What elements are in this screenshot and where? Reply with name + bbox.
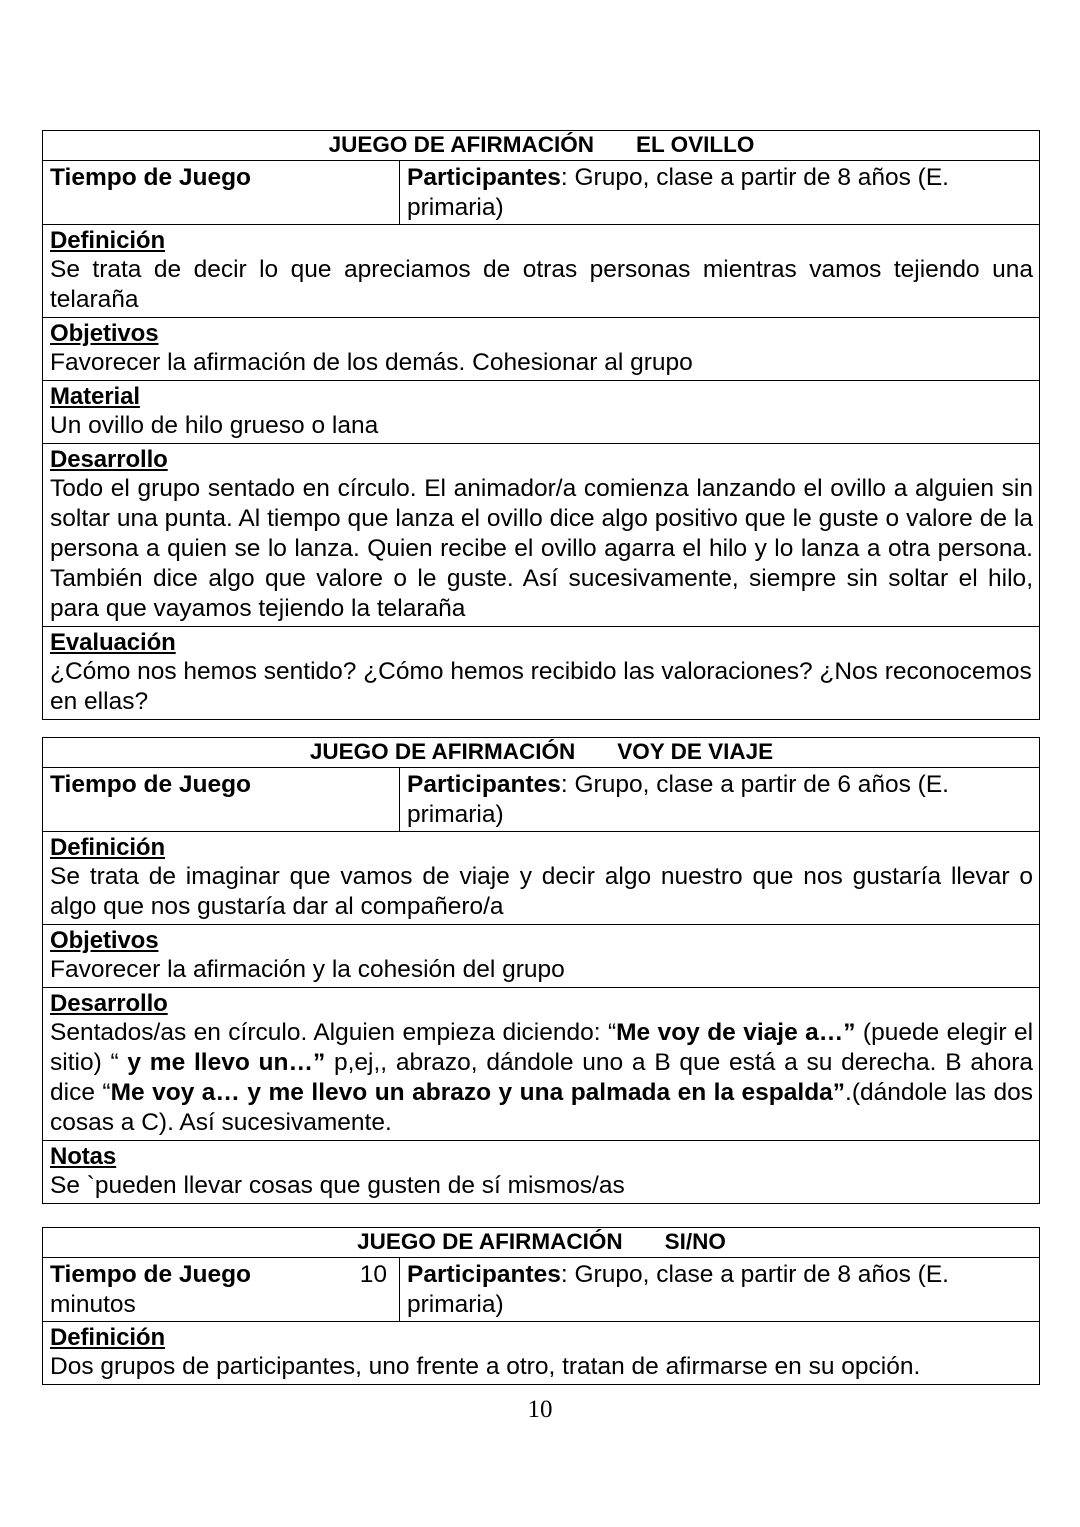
quoted-phrase: y me llevo un…” [127,1049,326,1077]
section-heading: Evaluación [50,628,176,656]
participants-cell [400,768,1040,832]
section-cell [43,1321,1040,1384]
section-heading: Definición [50,226,166,254]
section-heading: Notas [50,1142,117,1170]
time-label: Tiempo de Juego [50,164,252,192]
section-cell [43,626,1040,719]
participants-label: Participantes [407,1261,561,1289]
section-row-desarrollo [43,444,1040,627]
section-heading: Desarrollo [50,990,168,1017]
body-fragment: p,ej,, abrazo, dándole uno a B que está a su derecha. B ahora dice “ [50,1049,1034,1107]
section-body: Favorecer la afirmación y la cohesión del grupo [50,956,565,984]
section-row-material [43,381,1040,444]
game-card-el-ovillo [42,130,1040,720]
card-title [43,131,1040,161]
section-heading: Objetivos [50,319,159,347]
time-participants-row [43,1258,1040,1322]
section-heading: Desarrollo [50,446,168,474]
card-title-name: VOY DE VIAJE [617,739,774,764]
page-number: 10 [527,1396,553,1423]
section-body: Un ovillo de hilo grueso o lana [50,412,379,440]
card-header-row [43,1228,1040,1258]
section-heading: Objetivos [50,926,159,954]
section-cell [43,924,1040,987]
section-row-notas [43,1140,1040,1203]
participants-text: : Grupo, clase a partir de 8 años (E. primaria) [407,164,949,221]
section-cell [43,317,1040,380]
participants-text: : Grupo, clase a partir de 6 años (E. primaria) [407,771,949,828]
section-cell [43,381,1040,444]
participants-cell [400,161,1040,225]
body-fragment: .(dándole las dos cosas a C). Así sucesivamente. [50,1079,1033,1136]
section-body: Dos grupos de participantes, uno frente a otro, tratan de afirmarse en su opción. [50,1353,921,1381]
card-header-row [43,131,1040,161]
section-body: Todo el grupo sentado en círculo. El animador/a comienza lanzando el ovillo a alguien sin soltar una punta. Al tiempo que lanza el ovillo dice algo positivo que le guste o valore de la persona a quien se lo lanza. Quien recibe el ovillo agarra el hilo y lo lanza a otra persona. También dice algo que valore o le guste. Así sucesivamente, siempre sin soltar el hilo, para que vayamos tejiendo la telaraña [50,475,1033,622]
section-cell [43,1140,1040,1203]
section-row-definicion [43,831,1040,924]
section-row-definicion [43,224,1040,317]
section-row-definicion [43,1321,1040,1384]
section-row-objetivos [43,317,1040,380]
card-title [43,1228,1040,1258]
section-heading: Definición [50,1323,166,1351]
body-fragment: Sentados/as en círculo. Alguien empieza diciendo: “ [50,1019,617,1047]
section-heading: Material [50,383,140,410]
card-title-prefix: JUEGO DE AFIRMACIÓN [357,1229,623,1254]
quoted-phrase: Me voy a… y me llevo un abrazo y una palmada en la espalda” [110,1079,846,1107]
section-heading: Definición [50,833,166,861]
card-title [43,738,1040,768]
participants-label: Participantes [407,164,561,192]
section-body: Se trata de imaginar que vamos de viaje y decir algo nuestro que nos gustaría llevar o algo que nos gustaría dar al compañero/a [50,863,1033,920]
section-body: ¿Cómo nos hemos sentido? ¿Cómo hemos recibido las valoraciones? ¿Nos reconocemos en ellas? [50,658,1032,715]
section-cell [43,444,1040,627]
participants-label: Participantes [407,771,561,799]
section-row-desarrollo [43,988,1040,1141]
section-row-evaluacion [43,626,1040,719]
game-card-si-no [42,1227,1040,1385]
section-body: Se `pueden llevar cosas que gusten de sí mismos/as [50,1172,625,1200]
time-cell [43,768,400,832]
section-body: Favorecer la afirmación de los demás. Cohesionar al grupo [50,349,693,377]
card-title-prefix: JUEGO DE AFIRMACIÓN [309,739,576,764]
section-cell [43,224,1040,317]
time-participants-row [43,768,1040,832]
quoted-phrase: Me voy de viaje a…” [616,1019,856,1047]
game-card-voy-de-viaje [42,737,1040,1204]
time-cell [43,161,400,225]
card-title-prefix: JUEGO DE AFIRMACIÓN [328,132,595,157]
time-cell [43,1258,400,1322]
card-title-name: SI/NO [664,1229,726,1254]
participants-text: : Grupo, clase a partir de 8 años (E. primaria) [407,1261,949,1318]
time-unit: minutos [50,1290,136,1318]
card-header-row [43,738,1040,768]
section-cell [43,988,1040,1141]
time-value: 10 [359,1261,387,1289]
card-title-name: EL OVILLO [636,132,755,157]
section-body-rich [50,1018,1033,1138]
section-body: Se trata de decir lo que apreciamos de otras personas mientras vamos tejiendo una telaraña [50,256,1033,313]
time-participants-row [43,161,1040,225]
section-cell [43,831,1040,924]
time-label: Tiempo de Juego [50,1261,252,1289]
participants-cell [400,1258,1040,1322]
body-fragment: (puede elegir el sitio) “ [50,1019,1034,1077]
section-row-objetivos [43,924,1040,987]
time-label: Tiempo de Juego [50,771,252,799]
